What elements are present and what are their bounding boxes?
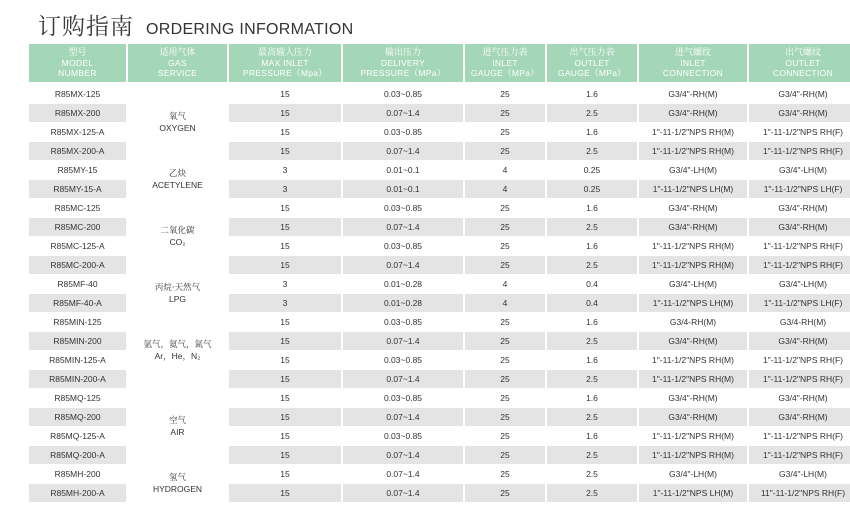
cell-outlet-gauge: 0.25 — [547, 161, 637, 180]
cell-inlet-connection: G3/4"-RH(M) — [639, 332, 747, 351]
cell-inlet-gauge: 4 — [465, 275, 545, 294]
cell-gas-service — [128, 161, 227, 199]
header-label-en: DELIVERY — [380, 58, 426, 68]
cell-inlet-gauge: 25 — [465, 237, 545, 256]
header-label-en: GAS — [168, 58, 187, 68]
cell-model-number: R85MC-125-A — [29, 237, 126, 256]
header-label-cn: 进气螺纹 — [674, 48, 711, 58]
gas-name-cn: 氩气，氦气，氮气 — [143, 339, 212, 350]
cell-model-number: R85MF-40 — [29, 275, 126, 294]
cell-delivery-pressure: 0.03~0.85 — [343, 313, 463, 332]
cell-inlet-connection: G3/4"-RH(M) — [639, 218, 747, 237]
cell-inlet-gauge: 25 — [465, 446, 545, 465]
cell-delivery-pressure: 0.03~0.85 — [343, 427, 463, 446]
cell-model-number: R85MH-200-A — [29, 484, 126, 503]
cell-max-inlet-pressure: 15 — [229, 484, 341, 503]
cell-delivery-pressure: 0.07~1.4 — [343, 256, 463, 275]
title-english: ORDERING INFORMATION — [146, 21, 354, 38]
header-label-en: PRESSURE（MPa） — [360, 68, 446, 78]
cell-inlet-gauge: 25 — [465, 389, 545, 408]
cell-delivery-pressure: 0.01~0.1 — [343, 180, 463, 199]
cell-model-number: R85MH-200 — [29, 465, 126, 484]
cell-outlet-gauge: 2.5 — [547, 332, 637, 351]
header-outlet-connection — [749, 44, 850, 85]
cell-max-inlet-pressure: 15 — [229, 256, 341, 275]
cell-outlet-gauge: 1.6 — [547, 351, 637, 370]
table-row — [29, 85, 850, 104]
gas-name-cn: 丙烷·天然气 — [154, 282, 201, 293]
cell-model-number: R85MC-125 — [29, 199, 126, 218]
cell-outlet-gauge: 1.6 — [547, 123, 637, 142]
cell-max-inlet-pressure: 3 — [229, 294, 341, 313]
gas-name-cn: 二氧化碳 — [160, 225, 195, 236]
cell-max-inlet-pressure: 3 — [229, 161, 341, 180]
cell-inlet-connection: 1"-11-1/2"NPS LH(M) — [639, 294, 747, 313]
cell-max-inlet-pressure: 15 — [229, 389, 341, 408]
header-label-cn: 适用气体 — [159, 48, 196, 58]
cell-delivery-pressure: 0.03~0.85 — [343, 199, 463, 218]
cell-inlet-connection: G3/4"-RH(M) — [639, 85, 747, 104]
cell-outlet-connection: G3/4-RH(M) — [749, 313, 850, 332]
page-title — [38, 8, 353, 38]
cell-delivery-pressure: 0.01~0.28 — [343, 294, 463, 313]
table-row — [29, 465, 850, 484]
cell-inlet-gauge: 25 — [465, 427, 545, 446]
cell-max-inlet-pressure: 15 — [229, 332, 341, 351]
cell-inlet-gauge: 25 — [465, 142, 545, 161]
cell-inlet-connection: 1"-11-1/2"NPS RH(M) — [639, 427, 747, 446]
cell-delivery-pressure: 0.07~1.4 — [343, 484, 463, 503]
cell-inlet-gauge: 25 — [465, 218, 545, 237]
cell-max-inlet-pressure: 15 — [229, 123, 341, 142]
cell-inlet-connection: G3/4"-RH(M) — [639, 199, 747, 218]
cell-delivery-pressure: 0.03~0.85 — [343, 389, 463, 408]
cell-delivery-pressure: 0.07~1.4 — [343, 465, 463, 484]
cell-inlet-connection: 1"-11-1/2"NPS RH(M) — [639, 446, 747, 465]
title-chinese: 订购指南 — [38, 14, 134, 40]
header-max-inlet-pressure — [229, 44, 341, 85]
cell-max-inlet-pressure: 15 — [229, 427, 341, 446]
table-row — [29, 161, 850, 180]
header-label-en: NUMBER — [58, 68, 97, 78]
gas-name-cn: 乙炔 — [168, 168, 186, 179]
cell-inlet-connection: G3/4"-RH(M) — [639, 408, 747, 427]
header-label-en: GAUGE（MPa） — [470, 68, 540, 78]
header-label-cn: 出气压力表 — [569, 48, 615, 58]
cell-model-number: R85MIN-125 — [29, 313, 126, 332]
cell-inlet-connection: 1"-11-1/2"NPS RH(M) — [639, 237, 747, 256]
cell-outlet-connection: 1"-11-1/2"NPS RH(F) — [749, 351, 850, 370]
cell-inlet-connection: 1"-11-1/2"NPS RH(M) — [639, 351, 747, 370]
cell-inlet-gauge: 25 — [465, 332, 545, 351]
cell-max-inlet-pressure: 15 — [229, 465, 341, 484]
cell-inlet-gauge: 25 — [465, 256, 545, 275]
cell-outlet-gauge: 1.6 — [547, 237, 637, 256]
gas-name-en: HYDROGEN — [152, 483, 203, 494]
header-delivery-pressure — [343, 44, 463, 85]
cell-gas-service — [128, 313, 227, 389]
header-label-en: GAUGE（MPa） — [557, 68, 627, 78]
cell-outlet-connection: G3/4"-RH(M) — [749, 199, 850, 218]
cell-inlet-connection: 1"-11-1/2"NPS LH(M) — [639, 484, 747, 503]
cell-max-inlet-pressure: 15 — [229, 408, 341, 427]
table-row — [29, 275, 850, 294]
header-label-cn: 输出压力 — [384, 48, 421, 58]
cell-inlet-connection: 1"-11-1/2"NPS LH(M) — [639, 180, 747, 199]
cell-delivery-pressure: 0.07~1.4 — [343, 370, 463, 389]
cell-delivery-pressure: 0.01~0.1 — [343, 161, 463, 180]
cell-outlet-gauge: 2.5 — [547, 408, 637, 427]
cell-max-inlet-pressure: 3 — [229, 275, 341, 294]
cell-outlet-gauge: 2.5 — [547, 142, 637, 161]
cell-outlet-gauge: 1.6 — [547, 427, 637, 446]
cell-gas-service — [128, 465, 227, 503]
cell-outlet-gauge: 0.25 — [547, 180, 637, 199]
header-label-en: OUTLET — [574, 58, 610, 68]
cell-max-inlet-pressure: 15 — [229, 142, 341, 161]
cell-max-inlet-pressure: 3 — [229, 180, 341, 199]
cell-inlet-connection: 1"-11-1/2"NPS RH(M) — [639, 370, 747, 389]
cell-max-inlet-pressure: 15 — [229, 218, 341, 237]
cell-inlet-gauge: 25 — [465, 408, 545, 427]
header-outlet-gauge — [547, 44, 637, 85]
table-row — [29, 389, 850, 408]
gas-name-en: LPG — [168, 293, 186, 304]
cell-delivery-pressure: 0.03~0.85 — [343, 351, 463, 370]
cell-inlet-gauge: 4 — [465, 294, 545, 313]
cell-delivery-pressure: 0.07~1.4 — [343, 104, 463, 123]
cell-model-number: R85MC-200-A — [29, 256, 126, 275]
cell-inlet-gauge: 25 — [465, 123, 545, 142]
cell-outlet-gauge: 2.5 — [547, 446, 637, 465]
cell-outlet-connection: G3/4"-RH(M) — [749, 389, 850, 408]
cell-outlet-connection: 1"-11-1/2"NPS RH(F) — [749, 142, 850, 161]
cell-inlet-connection: 1"-11-1/2"NPS RH(M) — [639, 123, 747, 142]
cell-outlet-connection: G3/4"-RH(M) — [749, 104, 850, 123]
cell-outlet-gauge: 2.5 — [547, 256, 637, 275]
cell-inlet-gauge: 25 — [465, 104, 545, 123]
cell-model-number: R85MX-125 — [29, 85, 126, 104]
header-label-en: OUTLET — [785, 58, 821, 68]
header-label-en: MAX INLET — [261, 58, 309, 68]
cell-inlet-gauge: 25 — [465, 199, 545, 218]
cell-inlet-gauge: 25 — [465, 484, 545, 503]
cell-outlet-gauge: 0.4 — [547, 294, 637, 313]
header-label-en: INLET — [680, 58, 706, 68]
cell-delivery-pressure: 0.07~1.4 — [343, 446, 463, 465]
cell-max-inlet-pressure: 15 — [229, 313, 341, 332]
cell-outlet-connection: G3/4"-RH(M) — [749, 332, 850, 351]
cell-inlet-gauge: 25 — [465, 370, 545, 389]
cell-model-number: R85MY-15-A — [29, 180, 126, 199]
cell-max-inlet-pressure: 15 — [229, 237, 341, 256]
cell-outlet-connection: 1"-11-1/2"NPS RH(F) — [749, 446, 850, 465]
cell-inlet-connection: G3/4"-LH(M) — [639, 161, 747, 180]
gas-name-cn: 氢气 — [168, 472, 186, 483]
cell-model-number: R85MQ-125 — [29, 389, 126, 408]
gas-name-en: Ar，He，N₂ — [154, 350, 201, 361]
cell-gas-service — [128, 389, 227, 465]
cell-outlet-connection: 1"-11-1/2"NPS LH(F) — [749, 294, 850, 313]
cell-outlet-gauge: 1.6 — [547, 313, 637, 332]
ordering-table — [27, 44, 850, 503]
cell-inlet-gauge: 4 — [465, 180, 545, 199]
cell-outlet-gauge: 2.5 — [547, 104, 637, 123]
cell-model-number: R85MIN-200-A — [29, 370, 126, 389]
gas-name-en: OXYGEN — [159, 122, 196, 133]
cell-delivery-pressure: 0.07~1.4 — [343, 408, 463, 427]
header-label-cn: 型号 — [68, 48, 87, 58]
header-label-en: MODEL — [61, 58, 94, 68]
cell-gas-service — [128, 199, 227, 275]
cell-outlet-connection: 1"-11-1/2"NPS RH(F) — [749, 427, 850, 446]
header-label-en: INLET — [492, 58, 518, 68]
cell-max-inlet-pressure: 15 — [229, 199, 341, 218]
gas-name-en: CO₂ — [169, 236, 186, 247]
cell-outlet-gauge: 1.6 — [547, 389, 637, 408]
cell-gas-service — [128, 275, 227, 313]
cell-inlet-connection: 1"-11-1/2"NPS RH(M) — [639, 256, 747, 275]
cell-gas-service — [128, 85, 227, 161]
cell-model-number: R85MF-40-A — [29, 294, 126, 313]
header-label-en: PRESSURE（Mpa） — [242, 68, 328, 78]
cell-model-number: R85MX-200 — [29, 104, 126, 123]
cell-inlet-gauge: 25 — [465, 351, 545, 370]
cell-outlet-gauge: 0.4 — [547, 275, 637, 294]
header-label-cn: 进气压力表 — [482, 48, 528, 58]
cell-outlet-gauge: 2.5 — [547, 465, 637, 484]
cell-inlet-gauge: 25 — [465, 465, 545, 484]
header-label-en: SERVICE — [157, 68, 198, 78]
cell-max-inlet-pressure: 15 — [229, 370, 341, 389]
cell-inlet-connection: G3/4"-LH(M) — [639, 465, 747, 484]
cell-outlet-connection: G3/4"-RH(M) — [749, 85, 850, 104]
cell-delivery-pressure: 0.07~1.4 — [343, 332, 463, 351]
table-header-row — [29, 44, 850, 85]
cell-delivery-pressure: 0.07~1.4 — [343, 142, 463, 161]
cell-outlet-gauge: 2.5 — [547, 484, 637, 503]
cell-inlet-gauge: 4 — [465, 161, 545, 180]
cell-outlet-connection: 1"-11-1/2"NPS LH(F) — [749, 180, 850, 199]
cell-outlet-gauge: 2.5 — [547, 370, 637, 389]
table-body — [29, 85, 850, 503]
gas-name-cn: 氧气 — [168, 111, 186, 122]
cell-outlet-connection: 1"-11-1/2"NPS RH(F) — [749, 370, 850, 389]
header-label-en: CONNECTION — [662, 68, 724, 78]
cell-outlet-connection: G3/4"-LH(M) — [749, 275, 850, 294]
cell-inlet-connection: G3/4"-RH(M) — [639, 389, 747, 408]
cell-delivery-pressure: 0.03~0.85 — [343, 123, 463, 142]
cell-delivery-pressure: 0.03~0.85 — [343, 237, 463, 256]
cell-outlet-connection: 11"-11-1/2"NPS RH(F) — [749, 484, 850, 503]
cell-delivery-pressure: 0.01~0.28 — [343, 275, 463, 294]
cell-delivery-pressure: 0.07~1.4 — [343, 218, 463, 237]
gas-name-en: AIR — [170, 426, 185, 437]
cell-model-number: R85MIN-125-A — [29, 351, 126, 370]
header-gas-service — [128, 44, 227, 85]
cell-model-number: R85MQ-125-A — [29, 427, 126, 446]
cell-model-number: R85MX-200-A — [29, 142, 126, 161]
table-row — [29, 199, 850, 218]
cell-max-inlet-pressure: 15 — [229, 85, 341, 104]
cell-outlet-connection: G3/4"-LH(M) — [749, 161, 850, 180]
cell-model-number: R85MQ-200 — [29, 408, 126, 427]
cell-max-inlet-pressure: 15 — [229, 104, 341, 123]
header-inlet-connection — [639, 44, 747, 85]
cell-outlet-connection: G3/4"-RH(M) — [749, 408, 850, 427]
cell-inlet-connection: 1"-11-1/2"NPS RH(M) — [639, 142, 747, 161]
cell-inlet-gauge: 25 — [465, 313, 545, 332]
cell-outlet-gauge: 2.5 — [547, 218, 637, 237]
cell-model-number: R85MX-125-A — [29, 123, 126, 142]
gas-name-en: ACETYLENE — [152, 179, 203, 190]
cell-model-number: R85MY-15 — [29, 161, 126, 180]
cell-outlet-connection: G3/4"-LH(M) — [749, 465, 850, 484]
cell-outlet-connection: 1"-11-1/2"NPS RH(F) — [749, 237, 850, 256]
cell-inlet-connection: G3/4-RH(M) — [639, 313, 747, 332]
header-inlet-gauge — [465, 44, 545, 85]
table-row — [29, 313, 850, 332]
cell-model-number: R85MIN-200 — [29, 332, 126, 351]
header-label-cn: 最高输入压力 — [257, 48, 312, 58]
cell-inlet-connection: G3/4"-RH(M) — [639, 104, 747, 123]
cell-outlet-connection: 1"-11-1/2"NPS RH(F) — [749, 123, 850, 142]
header-label-en: CONNECTION — [772, 68, 834, 78]
cell-delivery-pressure: 0.03~0.85 — [343, 85, 463, 104]
cell-outlet-gauge: 1.6 — [547, 199, 637, 218]
cell-outlet-gauge: 1.6 — [547, 85, 637, 104]
cell-outlet-connection: 1"-11-1/2"NPS RH(F) — [749, 256, 850, 275]
cell-inlet-gauge: 25 — [465, 85, 545, 104]
cell-inlet-connection: G3/4"-LH(M) — [639, 275, 747, 294]
cell-max-inlet-pressure: 15 — [229, 351, 341, 370]
header-model-number — [29, 44, 126, 85]
cell-model-number: R85MC-200 — [29, 218, 126, 237]
cell-max-inlet-pressure: 15 — [229, 446, 341, 465]
cell-model-number: R85MQ-200-A — [29, 446, 126, 465]
cell-outlet-connection: G3/4"-RH(M) — [749, 218, 850, 237]
header-label-cn: 出气螺纹 — [784, 48, 821, 58]
gas-name-cn: 空气 — [168, 415, 186, 426]
